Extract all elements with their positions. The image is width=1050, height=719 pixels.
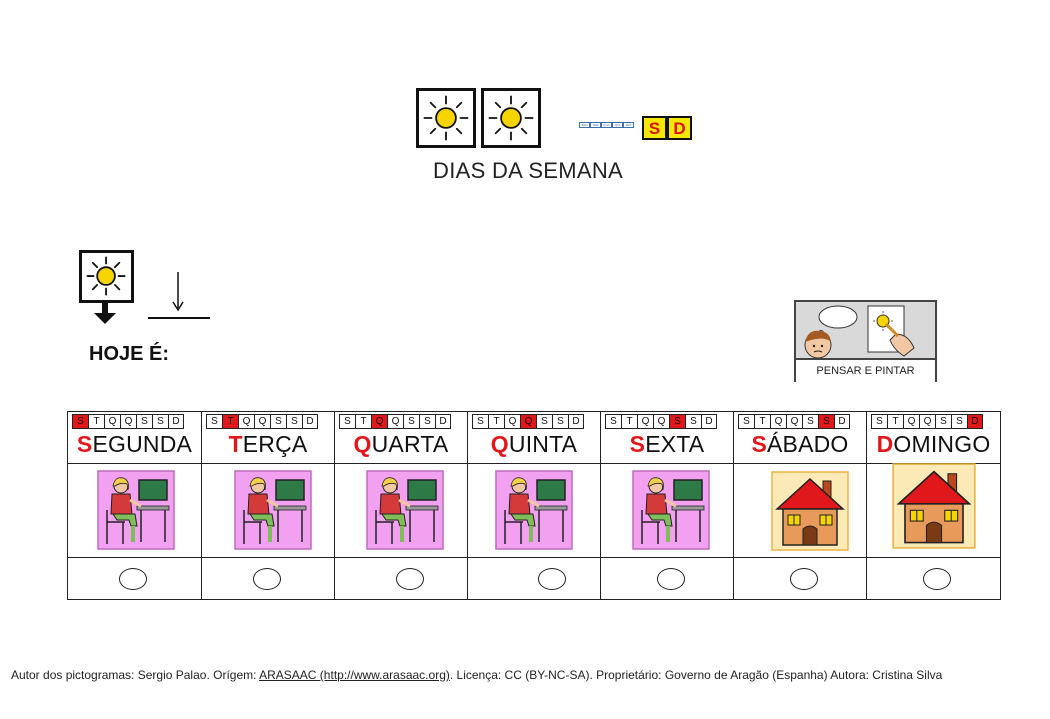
day-letter-cell: Q xyxy=(653,414,669,429)
day-name-rest: ÁBADO xyxy=(767,431,849,457)
day-letter-cell: S xyxy=(802,414,818,429)
school-pictogram-icon xyxy=(233,470,313,550)
day-letter-cell: S xyxy=(403,414,419,429)
day-initial: S xyxy=(629,431,646,457)
day-letter-cell: T xyxy=(355,414,371,429)
day-letter-cell: D xyxy=(168,414,184,429)
write-line-icon xyxy=(146,270,212,322)
day-column xyxy=(468,412,601,599)
day-letter-cell: Q xyxy=(238,414,254,429)
day-letter-cell: Q xyxy=(254,414,270,429)
day-letter-strip xyxy=(605,414,717,429)
day-name xyxy=(68,431,201,458)
day-name-rest: ERÇA xyxy=(242,431,308,457)
day-column xyxy=(601,412,734,599)
arrow-down-icon xyxy=(92,303,118,325)
day-letter-cell: S xyxy=(286,414,302,429)
day-name xyxy=(601,431,733,458)
day-letter-cell: S xyxy=(818,414,834,429)
day-check-circle[interactable] xyxy=(790,568,818,590)
house-pictogram-icon xyxy=(770,471,850,551)
day-initial: Q xyxy=(490,431,509,457)
day-initial: Q xyxy=(353,431,372,457)
weekend-badge xyxy=(642,116,692,140)
row-divider xyxy=(202,463,334,464)
row-divider xyxy=(601,557,733,558)
think-and-paint-icon xyxy=(796,302,935,358)
day-letter-cell: Q xyxy=(770,414,786,429)
think-and-paint-label: PENSAR E PINTAR xyxy=(796,358,935,382)
day-letter-cell: T xyxy=(887,414,903,429)
day-letter-cell: S xyxy=(552,414,568,429)
day-letter-cell: Q xyxy=(903,414,919,429)
day-name xyxy=(202,431,334,458)
day-name-rest: EGUNDA xyxy=(92,431,193,457)
school-pictogram-icon xyxy=(631,470,711,550)
think-and-paint-card xyxy=(794,300,937,382)
day-letter-cell: S xyxy=(951,414,967,429)
today-label: HOJE É: xyxy=(89,343,170,365)
sun-card-2 xyxy=(481,88,541,148)
day-letter-cell: S xyxy=(738,414,754,429)
day-column xyxy=(202,412,335,599)
mini-day: TER xyxy=(590,122,601,128)
day-column xyxy=(867,412,1000,599)
day-check-circle[interactable] xyxy=(119,568,147,590)
credits-prefix: Autor dos pictogramas: Sergio Palao. Orígem: xyxy=(11,668,260,682)
weekend-letter-s: S xyxy=(642,116,667,140)
day-letter-cell: S xyxy=(270,414,286,429)
day-letter-cell: D xyxy=(568,414,584,429)
weekday-mini-strip xyxy=(579,122,634,128)
day-letter-cell: Q xyxy=(371,414,387,429)
sun-icon xyxy=(419,91,473,145)
row-divider xyxy=(335,463,467,464)
row-divider xyxy=(734,463,866,464)
day-letter-strip xyxy=(339,414,451,429)
day-letter-cell: S xyxy=(935,414,951,429)
day-letter-cell: S xyxy=(605,414,621,429)
day-name-rest: UINTA xyxy=(508,431,578,457)
day-column xyxy=(68,412,202,599)
day-letter-strip xyxy=(472,414,584,429)
row-divider xyxy=(335,557,467,558)
today-sun-card xyxy=(79,250,134,303)
weekend-letter-d: D xyxy=(667,116,692,140)
day-letter-cell: Q xyxy=(104,414,120,429)
day-name xyxy=(335,431,467,458)
day-name-rest: EXTA xyxy=(645,431,705,457)
row-divider xyxy=(68,463,201,464)
day-column xyxy=(335,412,468,599)
day-letter-cell: S xyxy=(339,414,355,429)
day-letter-cell: D xyxy=(302,414,318,429)
day-check-circle[interactable] xyxy=(657,568,685,590)
school-pictogram-icon xyxy=(365,470,445,550)
day-letter-cell: D xyxy=(435,414,451,429)
day-name xyxy=(468,431,600,458)
row-divider xyxy=(202,557,334,558)
credits-suffix: . Licença: CC (BY-NC-SA). Proprietário: Governo de Aragão (Espanha) Autora: Cristina Silva xyxy=(449,668,943,682)
sun-icon xyxy=(484,91,538,145)
day-letter-cell: D xyxy=(834,414,850,429)
week-table xyxy=(67,411,1001,600)
day-letter-strip xyxy=(738,414,850,429)
sun-card-1 xyxy=(416,88,476,148)
day-letter-cell: Q xyxy=(387,414,403,429)
day-letter-strip xyxy=(206,414,318,429)
row-divider xyxy=(468,557,600,558)
day-letter-strip xyxy=(871,414,983,429)
mini-day: QUA xyxy=(601,122,612,128)
day-letter-cell: D xyxy=(967,414,983,429)
mini-day: SEX xyxy=(623,122,634,128)
day-letter-cell: S xyxy=(685,414,701,429)
day-letter-cell: Q xyxy=(520,414,536,429)
mini-day: QUI xyxy=(612,122,623,128)
arasaac-link[interactable]: ARASAAC (http://www.arasaac.org) xyxy=(259,668,450,682)
day-letter-cell: T xyxy=(222,414,238,429)
day-initial: D xyxy=(876,431,894,457)
day-letter-cell: S xyxy=(669,414,685,429)
day-letter-cell: S xyxy=(419,414,435,429)
school-pictogram-icon xyxy=(494,470,574,550)
day-letter-cell: Q xyxy=(504,414,520,429)
day-letter-cell: S xyxy=(152,414,168,429)
row-divider xyxy=(68,557,201,558)
day-letter-cell: S xyxy=(472,414,488,429)
day-letter-cell: Q xyxy=(637,414,653,429)
day-letter-cell: Q xyxy=(786,414,802,429)
day-check-circle[interactable] xyxy=(396,568,424,590)
day-name-rest: OMINGO xyxy=(893,431,991,457)
sun-icon xyxy=(82,253,131,300)
day-initial: S xyxy=(751,431,767,457)
day-letter-cell: T xyxy=(88,414,104,429)
school-pictogram-icon xyxy=(96,470,176,550)
day-initial: S xyxy=(76,431,93,457)
day-letter-cell: T xyxy=(621,414,637,429)
page-title: DIAS DA SEMANA xyxy=(433,158,624,183)
day-check-circle[interactable] xyxy=(923,568,951,590)
day-name xyxy=(867,431,1000,458)
row-divider xyxy=(867,557,1000,558)
day-letter-cell: S xyxy=(136,414,152,429)
day-name-rest: UARTA xyxy=(371,431,449,457)
day-letter-cell: S xyxy=(206,414,222,429)
day-letter-cell: T xyxy=(754,414,770,429)
day-letter-cell: S xyxy=(72,414,88,429)
day-letter-cell: S xyxy=(871,414,887,429)
day-check-circle[interactable] xyxy=(253,568,281,590)
day-check-circle[interactable] xyxy=(538,568,566,590)
day-letter-cell: T xyxy=(488,414,504,429)
mini-day: SEG xyxy=(579,122,590,128)
day-initial: T xyxy=(228,431,243,457)
day-column xyxy=(734,412,867,599)
row-divider xyxy=(468,463,600,464)
credits-footer xyxy=(11,668,942,682)
house-pictogram-icon xyxy=(891,463,977,549)
day-letter-cell: Q xyxy=(919,414,935,429)
day-letter-cell: S xyxy=(536,414,552,429)
row-divider xyxy=(601,463,733,464)
day-letter-strip xyxy=(72,414,184,429)
day-name xyxy=(734,431,866,458)
day-letter-cell: D xyxy=(701,414,717,429)
day-letter-cell: Q xyxy=(120,414,136,429)
row-divider xyxy=(734,557,866,558)
